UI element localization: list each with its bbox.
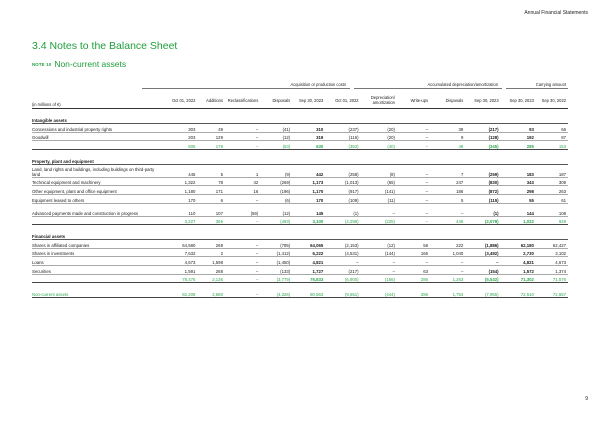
value-cell: 309 [536, 177, 568, 186]
value-cell: 66 [536, 124, 568, 133]
column-header: Oct 01, 2022 [162, 92, 197, 109]
value-cell: 48 [430, 141, 465, 150]
value-cell: 222 [430, 240, 465, 249]
empty-cell [361, 156, 397, 165]
value-cell: 203 [162, 132, 197, 141]
row-label: Goodwill [32, 132, 162, 141]
group-underline-acquisition [142, 88, 350, 89]
value-cell: (353) [325, 141, 360, 150]
value-cell: (12) [361, 240, 397, 249]
value-cell: 64,580 [162, 240, 197, 249]
value-cell: (1,013) [325, 177, 360, 186]
value-cell: 343 [501, 177, 536, 186]
empty-cell [465, 231, 500, 240]
value-cell: (2,078) [465, 216, 500, 225]
value-cell: (2,153) [325, 240, 360, 249]
note-heading [32, 59, 126, 69]
value-cell: – [225, 124, 260, 133]
empty-cell [536, 231, 568, 240]
total-row [32, 289, 568, 297]
value-cell: – [361, 203, 397, 216]
table-row [32, 203, 568, 216]
value-cell: (6) [260, 194, 292, 203]
value-cell: 39 [430, 124, 465, 133]
group-underline-depreciation [354, 88, 502, 89]
value-cell: 110 [162, 203, 197, 216]
value-cell: 928 [536, 216, 568, 225]
value-cell: – [397, 164, 430, 177]
value-cell: – [397, 186, 430, 195]
table-row [32, 186, 568, 195]
value-cell: – [430, 265, 465, 274]
row-label [32, 141, 162, 150]
value-cell: 93 [501, 124, 536, 133]
value-cell: 72,610 [501, 289, 536, 297]
value-cell: 1,727 [292, 265, 325, 274]
value-cell: 286 [397, 289, 430, 297]
value-cell: 4,673 [162, 257, 197, 266]
value-cell: 186 [430, 186, 465, 195]
value-cell: 166 [397, 248, 430, 257]
value-cell: 49 [197, 124, 225, 133]
value-cell: 269 [197, 240, 225, 249]
value-cell: 1,572 [501, 265, 536, 274]
value-cell: 170 [292, 194, 325, 203]
empty-cell [465, 156, 500, 165]
value-cell: 1,263 [430, 274, 465, 283]
value-cell: 171 [197, 186, 225, 195]
column-header: Sep 30, 2023 [292, 92, 325, 109]
value-cell: (4,326) [260, 289, 292, 297]
section-header [32, 156, 568, 165]
value-cell: (225) [361, 216, 397, 225]
value-cell: – [465, 257, 500, 266]
value-cell: – [225, 274, 260, 283]
note-title: Non-current assets [54, 59, 127, 69]
empty-cell [397, 231, 430, 240]
value-cell: (917) [325, 186, 360, 195]
value-cell: (1) [325, 203, 360, 216]
empty-cell [197, 231, 225, 240]
value-cell: 298 [501, 186, 536, 195]
value-cell: 445 [162, 164, 197, 177]
value-cell: 4,821 [292, 257, 325, 266]
value-cell: – [225, 216, 260, 225]
empty-cell [397, 115, 430, 124]
value-cell: 3,102 [536, 248, 568, 257]
value-cell: (65) [361, 177, 397, 186]
value-cell: (12) [260, 203, 292, 216]
value-cell: 178 [197, 141, 225, 150]
value-cell: 445 [430, 216, 465, 225]
column-header: Oct 01, 2022 [325, 92, 360, 109]
section-header [32, 115, 568, 124]
value-cell: 187 [536, 164, 568, 177]
group-header-acquisition: Acquisition or production costs [290, 82, 346, 87]
column-header: Depreciation/ amortization [361, 92, 397, 109]
value-cell: 144 [501, 203, 536, 216]
value-cell: 1,374 [536, 265, 568, 274]
value-cell: 268 [197, 265, 225, 274]
value-cell: – [397, 203, 430, 216]
table-row [32, 248, 568, 257]
value-cell: 2,730 [501, 248, 536, 257]
value-cell: – [225, 257, 260, 266]
value-cell: 5 [197, 164, 225, 177]
value-cell: (872) [465, 186, 500, 195]
value-cell: 319 [292, 132, 325, 141]
table-row [32, 194, 568, 203]
value-cell: 310 [292, 124, 325, 133]
value-cell: (3,492) [465, 248, 500, 257]
table-row [32, 240, 568, 249]
value-cell: (8) [361, 164, 397, 177]
value-cell: 3,100 [292, 216, 325, 225]
row-label: Non-current assets [32, 289, 162, 297]
value-cell: (785) [260, 240, 292, 249]
row-label: Concessions and industrial property rights [32, 124, 162, 133]
value-cell: 2 [197, 248, 225, 257]
value-cell: 107 [197, 203, 225, 216]
row-label: Property, plant and equipment [32, 156, 162, 165]
empty-cell [325, 115, 360, 124]
value-cell: (269) [260, 177, 292, 186]
value-cell: 247 [430, 177, 465, 186]
value-cell: – [225, 289, 260, 297]
value-cell: 78,476 [162, 274, 197, 283]
table-row [32, 265, 568, 274]
value-cell: (115) [465, 194, 500, 203]
value-cell: 630 [292, 141, 325, 150]
row-label: Advanced payments made and construction in progress [32, 203, 162, 216]
value-cell: 7,632 [162, 248, 197, 257]
unit-label: (in millions of €) [32, 92, 162, 109]
value-cell: 55 [501, 194, 536, 203]
column-header: Sep 30, 2023 [465, 92, 500, 109]
value-cell: 42 [225, 177, 260, 186]
value-cell: (258) [325, 164, 360, 177]
value-cell: – [225, 265, 260, 274]
value-cell: 1,022 [501, 216, 536, 225]
value-cell: 170 [162, 194, 197, 203]
non-current-assets-table [32, 92, 568, 298]
empty-cell [292, 156, 325, 165]
empty-cell [430, 115, 465, 124]
empty-cell [430, 156, 465, 165]
value-cell: – [397, 132, 430, 141]
empty-cell [225, 115, 260, 124]
value-cell: (9,551) [325, 289, 360, 297]
value-cell: 286 [397, 274, 430, 283]
value-cell: (1) [465, 203, 500, 216]
column-header: Reclassifications [225, 92, 260, 109]
column-header: Disposals [430, 92, 465, 109]
value-cell: – [430, 257, 465, 266]
value-cell: (493) [260, 216, 292, 225]
value-cell: (4,531) [325, 248, 360, 257]
value-cell: 263 [536, 186, 568, 195]
value-cell: 76,833 [292, 274, 325, 283]
value-cell: (53) [260, 141, 292, 150]
value-cell: – [397, 177, 430, 186]
value-cell: 1,040 [430, 248, 465, 257]
value-cell: (237) [325, 124, 360, 133]
value-cell: 80,563 [292, 289, 325, 297]
value-cell: (141) [361, 186, 397, 195]
value-cell: 61 [536, 194, 568, 203]
value-cell: 1 [225, 164, 260, 177]
value-cell: – [397, 194, 430, 203]
value-cell: 2,680 [197, 289, 225, 297]
empty-cell [465, 115, 500, 124]
value-cell: 87 [536, 132, 568, 141]
empty-cell [162, 115, 197, 124]
row-label: Shares in affiliated companies [32, 240, 162, 249]
empty-cell [397, 156, 430, 165]
subtotal-row [32, 141, 568, 150]
value-cell: 63 [397, 265, 430, 274]
value-cell: (20) [361, 132, 397, 141]
column-header: Sep 30, 2023 [501, 92, 536, 109]
value-cell: (12) [260, 132, 292, 141]
value-cell: 5 [430, 194, 465, 203]
row-label: Intangible assets [32, 115, 162, 124]
value-cell: 6 [197, 194, 225, 203]
value-cell: 1,173 [292, 177, 325, 186]
empty-cell [536, 156, 568, 165]
empty-cell [260, 115, 292, 124]
table-row [32, 164, 568, 177]
value-cell: 3,227 [162, 216, 197, 225]
column-header: Disposals [260, 92, 292, 109]
empty-cell [260, 156, 292, 165]
value-cell: (1,886) [465, 240, 500, 249]
empty-cell [162, 231, 197, 240]
row-label: Loans [32, 257, 162, 266]
document-section-header: Annual Financial Statements [524, 10, 588, 16]
value-cell: 4,673 [536, 257, 568, 266]
group-underline-carrying [506, 88, 568, 89]
value-cell: (217) [325, 265, 360, 274]
value-cell: (144) [361, 248, 397, 257]
value-cell: (156) [361, 274, 397, 283]
value-cell: – [225, 141, 260, 150]
value-cell: 71,576 [536, 274, 568, 283]
value-cell: 108 [536, 203, 568, 216]
table-row [32, 132, 568, 141]
value-cell: 192 [501, 132, 536, 141]
value-cell: – [397, 141, 430, 150]
value-cell: (20) [361, 124, 397, 133]
empty-cell [430, 231, 465, 240]
value-cell: (40) [361, 141, 397, 150]
value-cell: (116) [325, 132, 360, 141]
value-cell: – [225, 132, 260, 141]
value-cell: – [430, 203, 465, 216]
value-cell: (109) [325, 194, 360, 203]
value-cell: (259) [465, 164, 500, 177]
value-cell: (3,779) [260, 274, 292, 283]
value-cell: (196) [260, 186, 292, 195]
empty-cell [225, 156, 260, 165]
value-cell: – [225, 194, 260, 203]
value-cell: 58 [397, 240, 430, 249]
empty-cell [292, 115, 325, 124]
value-cell: 145 [292, 203, 325, 216]
value-cell: – [225, 240, 260, 249]
value-cell: (217) [465, 124, 500, 133]
row-label: Shares in investments [32, 248, 162, 257]
empty-cell [501, 115, 536, 124]
value-cell: (41) [260, 124, 292, 133]
group-header-depreciation: Accumulated depreciation/amortization [427, 82, 498, 87]
row-label [32, 274, 162, 283]
empty-cell [536, 115, 568, 124]
value-cell: (7,955) [465, 289, 500, 297]
page-title: 3.4 Notes to the Balance Sheet [32, 40, 178, 52]
value-cell: 303 [162, 124, 197, 133]
value-cell: – [397, 257, 430, 266]
column-header-row [32, 92, 568, 109]
note-number: NOTE 10 [32, 62, 52, 67]
row-label: Equipment leased to others [32, 194, 162, 203]
value-cell: (1,450) [260, 257, 292, 266]
empty-cell [325, 156, 360, 165]
row-label: Land, land rights and buildings, including buildings on third-party land [32, 164, 162, 177]
value-cell: (444) [361, 289, 397, 297]
value-cell: (6,900) [325, 274, 360, 283]
empty-cell [325, 231, 360, 240]
column-header: Additions [197, 92, 225, 109]
value-cell: 1,598 [197, 257, 225, 266]
value-cell: 1,180 [162, 186, 197, 195]
column-header: Sep 30, 2022 [536, 92, 568, 109]
value-cell: 1,754 [430, 289, 465, 297]
value-cell: (133) [260, 265, 292, 274]
value-cell: 183 [501, 164, 536, 177]
page-number: 9 [585, 396, 588, 402]
value-cell: 62,180 [501, 240, 536, 249]
value-cell: 71,302 [501, 274, 536, 283]
value-cell: 4,821 [501, 257, 536, 266]
row-label: Other equipment, plant and office equipment [32, 186, 162, 195]
value-cell: – [397, 124, 430, 133]
value-cell: (9) [260, 164, 292, 177]
value-cell: 16 [225, 186, 260, 195]
empty-cell [361, 231, 397, 240]
empty-cell [197, 115, 225, 124]
value-cell: 9 [430, 132, 465, 141]
empty-cell [225, 231, 260, 240]
value-cell: (5,532) [465, 274, 500, 283]
value-cell: (345) [465, 141, 500, 150]
value-cell: 1,170 [292, 186, 325, 195]
table-row [32, 257, 568, 266]
value-cell: (154) [465, 265, 500, 274]
value-cell: (11) [361, 194, 397, 203]
value-cell: – [361, 257, 397, 266]
value-cell: 1,591 [162, 265, 197, 274]
value-cell: 64,065 [292, 240, 325, 249]
empty-cell [501, 156, 536, 165]
value-cell: 442 [292, 164, 325, 177]
value-cell: 72,657 [536, 289, 568, 297]
empty-cell [361, 115, 397, 124]
value-cell: (830) [465, 177, 500, 186]
row-label: Technical equipment and machinery [32, 177, 162, 186]
value-cell: 82,208 [162, 289, 197, 297]
subtotal-row [32, 216, 568, 225]
column-header: Write-ups [397, 92, 430, 109]
empty-cell [260, 231, 292, 240]
value-cell: – [225, 248, 260, 257]
value-cell: 62,427 [536, 240, 568, 249]
row-label [32, 216, 162, 225]
table-row [32, 177, 568, 186]
value-cell: – [397, 216, 430, 225]
value-cell: 366 [197, 216, 225, 225]
value-cell: 285 [501, 141, 536, 150]
empty-cell [197, 156, 225, 165]
table-row [32, 124, 568, 133]
value-cell: 7 [430, 164, 465, 177]
value-cell: – [361, 265, 397, 274]
value-cell: 153 [536, 141, 568, 150]
value-cell: 6,222 [292, 248, 325, 257]
row-label: Financial assets [32, 231, 162, 240]
value-cell: (1,412) [260, 248, 292, 257]
empty-cell [501, 231, 536, 240]
value-cell: – [325, 257, 360, 266]
subtotal-row [32, 274, 568, 283]
empty-cell [292, 231, 325, 240]
value-cell: 78 [197, 177, 225, 186]
group-header-carrying: Carrying amount [535, 82, 566, 87]
value-cell: 1,322 [162, 177, 197, 186]
value-cell: 129 [197, 132, 225, 141]
value-cell: 505 [162, 141, 197, 150]
section-header [32, 231, 568, 240]
value-cell: (2,298) [325, 216, 360, 225]
value-cell: (128) [465, 132, 500, 141]
empty-cell [162, 156, 197, 165]
value-cell: 2,136 [197, 274, 225, 283]
row-label: Securities [32, 265, 162, 274]
value-cell: (59) [225, 203, 260, 216]
